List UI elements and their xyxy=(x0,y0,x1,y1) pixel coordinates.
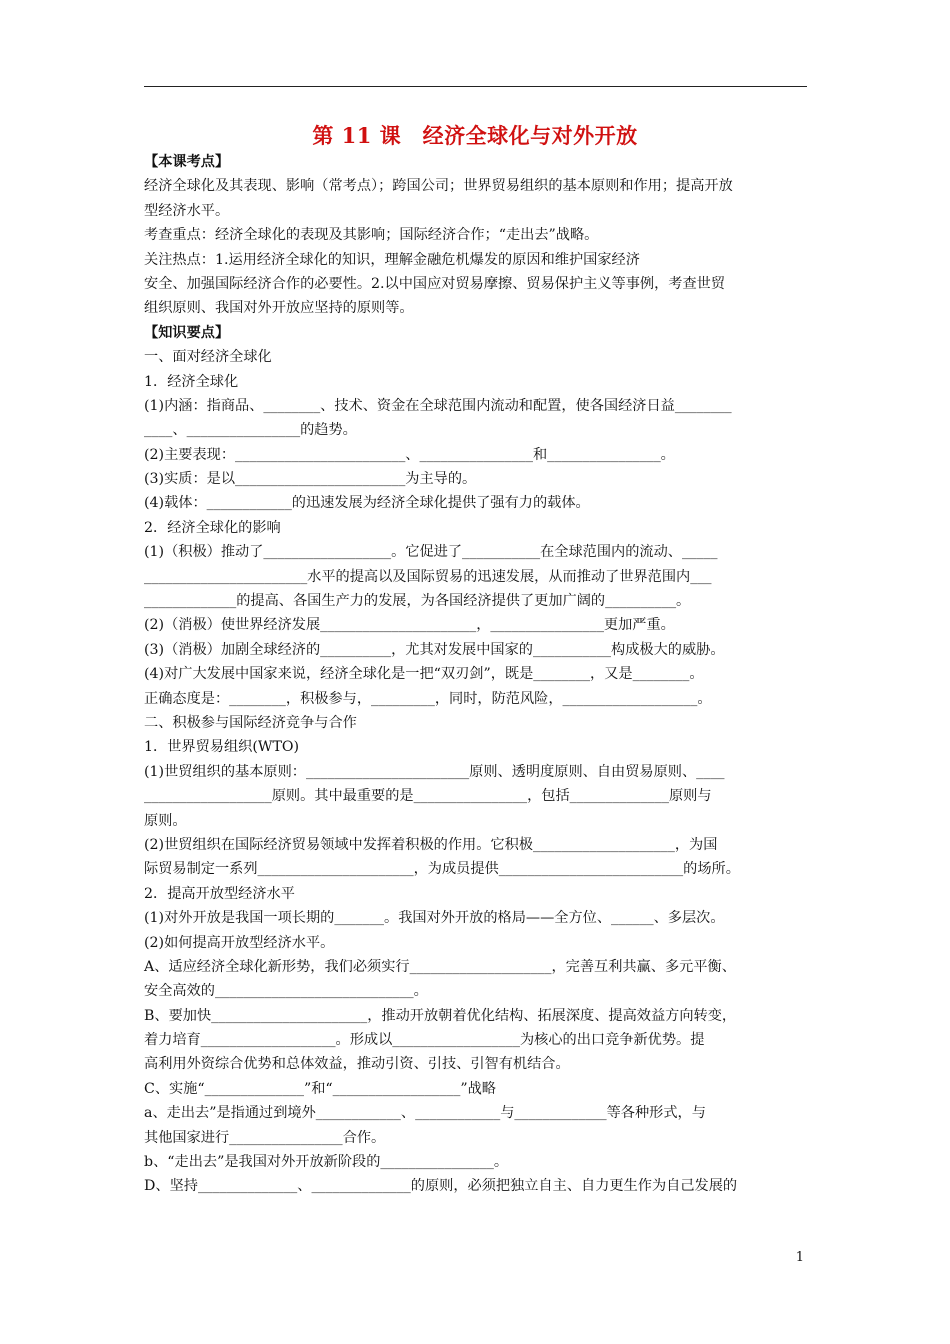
text-line: (1)内涵：指商品、________、技术、资金在全球范围内流动和配置，使各国经济日益________ xyxy=(144,397,732,414)
text-line: 高利用外资综合优势和总体效益，推动引资、引技、引智有机结合。 xyxy=(144,1056,570,1073)
text-line: D、坚持______________、______________的原则，必须把独立自主、自力更生作为自己发展的 xyxy=(144,1178,738,1195)
text-line: (1)世贸组织的基本原则：_______________________原则、透明度原则、自由贸易原则、____ xyxy=(144,763,725,780)
text-line: 2．经济全球化的影响 xyxy=(144,519,281,536)
text-line: 安全高效的____________________________。 xyxy=(144,983,428,1000)
text-line: (2)主要表现：________________________、________________和________________。 xyxy=(144,446,675,463)
text-line: 安全、加强国际经济合作的必要性。2.以中国应对贸易摩擦、贸易保护主义等事例，考查世贸 xyxy=(144,275,726,292)
text-line: 际贸易制定一系列______________________，为成员提供__________________________的场所。 xyxy=(144,861,740,878)
text-line: a、走出去”是指通过到境外____________、____________与_____________等各种形式，与 xyxy=(144,1105,706,1122)
lesson-title: 第 11 课 经济全球化与对外开放 xyxy=(312,123,638,148)
text-line: (4)对广大发展中国家来说，经济全球化是一把“双刃剑”，既是________，又是________。 xyxy=(144,666,704,683)
text-line: (2)世贸组织在国际经济贸易领域中发挥着积极的作用。它积极____________________，为国 xyxy=(144,836,718,853)
text-line: 关注热点：1.运用经济全球化的知识，理解金融危机爆发的原因和维护国家经济 xyxy=(144,251,640,268)
text-line: (2)（消极）使世界经济发展______________________，________________更加严重。 xyxy=(144,617,675,634)
text-line: 型经济水平。 xyxy=(144,202,230,219)
text-line: 原则。 xyxy=(144,812,187,829)
text-line: 组织原则、我国对外开放应坚持的原则等。 xyxy=(144,300,414,317)
text-line: 二、积极参与国际经济竞争与合作 xyxy=(144,714,357,731)
text-line: B、要加快______________________，推动开放朝着优化结构、拓展深度、提高效益方向转变， xyxy=(144,1007,737,1024)
text-line: (2)如何提高开放型经济水平。 xyxy=(144,934,335,951)
text-line: 考查重点：经济全球化的表现及其影响；国际经济合作；“走出去”战略。 xyxy=(144,227,599,244)
text-line: b、“走出去”是我国对外开放新阶段的________________。 xyxy=(144,1154,509,1171)
text-line: (4)载体：____________的迅速发展为经济全球化提供了强有力的载体。 xyxy=(144,495,590,512)
text-line: _____________的提高、各国生产力的发展，为各国经济提供了更加广阔的__________。 xyxy=(144,593,691,610)
text-line: A、适应经济全球化新形势，我们必须实行____________________，完善互利共赢、多元平衡、 xyxy=(144,958,736,975)
text-line: _______________________水平的提高以及国际贸易的迅速发展，从而推动了世界范围内___ xyxy=(144,568,712,585)
text-line: 2．提高开放型经济水平 xyxy=(144,885,295,902)
text-line: 经济全球化及其表现、影响（常考点）；跨国公司；世界贸易组织的基本原则和作用；提高开放 xyxy=(144,178,733,195)
document-body xyxy=(144,150,816,1199)
section-heading: 【知识要点】 xyxy=(144,324,230,341)
text-line: (3)（消极）加剧全球经济的__________，尤其对发展中国家的___________构成极大的威胁。 xyxy=(144,641,725,658)
text-line: C、实施“______________”和“__________________”战略 xyxy=(144,1080,496,1097)
text-line: (1)（积极）推动了__________________。它促进了___________在全球范围内的流动、_____ xyxy=(144,544,718,561)
text-line: (1)对外开放是我国一项长期的_______。我国对外开放的格局——全方位、______、多层次。 xyxy=(144,910,725,927)
text-line: 其他国家进行________________合作。 xyxy=(144,1129,386,1146)
text-line: __________________原则。其中最重要的是________________，包括______________原则与 xyxy=(144,788,712,805)
text-line: 一、面对经济全球化 xyxy=(144,349,272,366)
page-number: 1 xyxy=(795,1250,804,1265)
section-heading: 【本课考点】 xyxy=(144,154,230,170)
header-rule xyxy=(144,86,807,87)
text-line: 1．经济全球化 xyxy=(144,373,239,390)
text-line: 着力培育___________________。形成以__________________为核心的出口竞争新优势。提 xyxy=(144,1032,705,1049)
text-line: (3)实质：是以________________________为主导的。 xyxy=(144,471,477,488)
text-line: 1．世界贸易组织(WTO) xyxy=(144,739,300,756)
text-line: ____、________________的趋势。 xyxy=(144,422,357,439)
text-line: 正确态度是：________，积极参与，_________，同时，防范风险，___________________。 xyxy=(144,690,712,707)
